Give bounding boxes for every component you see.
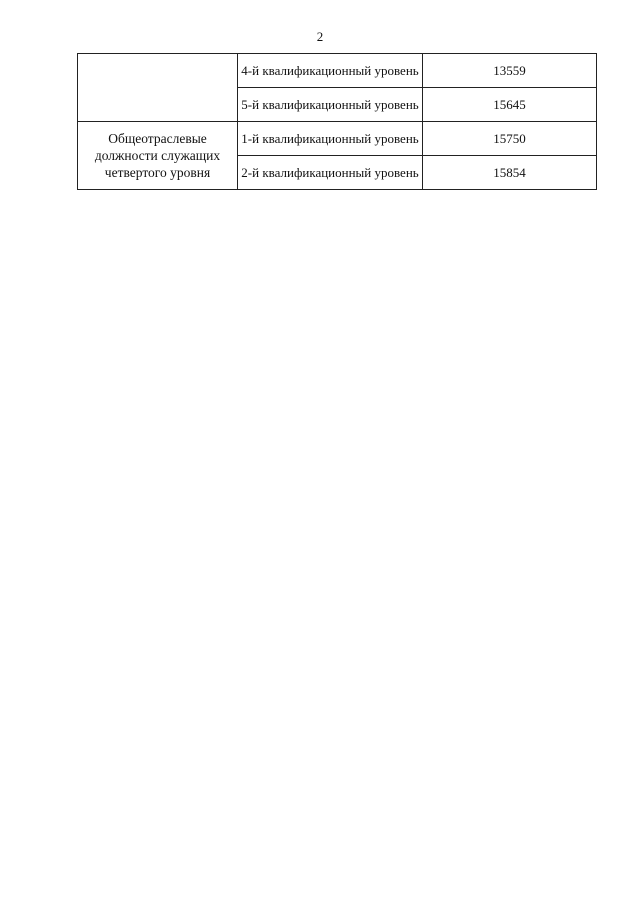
salary-table	[77, 53, 597, 190]
qualification-level-cell: 1-й квалификационный уровень	[238, 122, 423, 156]
qualification-level-cell: 5-й квалификационный уровень	[238, 88, 423, 122]
qualification-level-cell: 4-й квалификационный уровень	[238, 54, 423, 88]
salary-cell: 15854	[423, 156, 597, 190]
salary-cell: 15750	[423, 122, 597, 156]
group-cell	[78, 54, 238, 122]
salary-cell: 15645	[423, 88, 597, 122]
table-row	[78, 54, 597, 88]
salary-cell: 13559	[423, 54, 597, 88]
qualification-level-cell: 2-й квалификационный уровень	[238, 156, 423, 190]
page-number: 2	[316, 29, 324, 44]
table-row	[78, 122, 597, 156]
group-cell: Общеотраслевые должности служащих четвертого уровня	[78, 122, 238, 190]
